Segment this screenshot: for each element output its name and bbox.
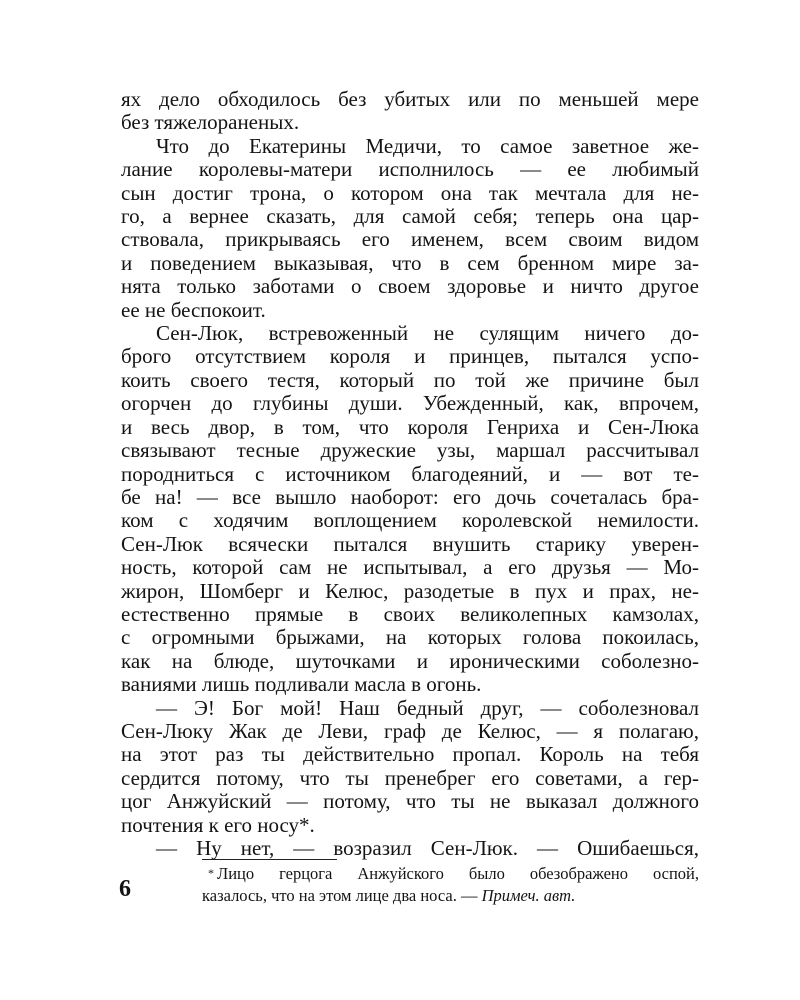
text-line: породниться с источником благодеяний, и — вот те- [121,461,699,486]
text-line: сын достиг трона, о котором она так мечтала для не- [121,180,699,205]
text-line: лание королевы-матери исполнилось — ее любимый [121,157,699,182]
text-line: Сен-Люку Жак де Леви, граф де Келюс, — я полагаю, [121,718,699,743]
footnote-divider [202,859,337,860]
text-line: ствовала, прикрываясь его именем, всем своим видом [121,227,699,252]
text-line: ком с ходячим воплощением королевской немилости. [121,508,699,533]
text-line: Что до Екатерины Медичи, то самое заветное же- [156,133,699,158]
footnote-text: казалось, что на этом лице два носа. — [202,886,482,905]
text-line: ее не беспокоит. [121,297,266,322]
text-line: бе на! — все вышло наоборот: его дочь сочеталась бра- [121,484,699,509]
text-line: сердится потому, что ты пренебрег его советами, а гер- [121,765,699,790]
footnote [202,863,699,907]
text-line: нята только заботами о своем здоровье и ничто другое [121,274,699,299]
text-line: и весь двор, в том, что короля Генриха и Сен-Люка [121,414,699,439]
text-line: — Э! Бог мой! Наш бедный друг, — соболезновал [156,695,699,720]
footnote-line [202,885,699,907]
footnote-mark: * [208,866,214,880]
page-number: 6 [119,876,131,902]
text-line: цог Анжуйский — потому, что ты не выказал должного [121,789,699,814]
text-line: — Ну нет, — возразил Сен-Люк. — Ошибаешься, [156,836,699,860]
text-line: как на блюде, шуточками и ироническими соболезно- [121,648,699,673]
text-line: с огромными брыжами, на которых голова покоилась, [121,625,699,650]
text-line: брого отсутствием короля и принцев, пытался успо- [121,344,699,369]
footnote-text: Лицо герцога Анжуйского было обезображено оспой, [217,864,699,883]
text-line: и поведением выказывая, что в сем бренном мире за- [121,250,699,275]
text-line: на этот раз ты действительно пропал. Король на тебя [121,742,699,767]
text-line: коить своего тестя, который по той же причине был [121,367,699,392]
text-line: го, а вернее сказать, для самой себя; теперь она цар- [121,204,699,229]
text-line: Сен-Люк, встревоженный не сулящим ничего до- [156,321,699,346]
text-line: Сен-Люк всячески пытался внушить старику уверен- [121,531,699,556]
text-line: ность, которой сам не испытывал, а его друзья — Мо- [121,555,699,580]
footnote-line [202,863,699,885]
text-line: огорчен до глубины души. Убежденный, как, впрочем, [121,391,699,416]
text-line: естественно прямые в своих великолепных камзолах, [121,601,699,626]
footnote-attribution: Примеч. авт. [481,886,576,905]
text-line: ваниями лишь подливали масла в огонь. [121,672,482,697]
body-text [121,88,699,860]
text-line: ях дело обходилось без убитых или по меньшей мере [121,87,699,111]
text-line: без тяжелораненых. [121,110,300,135]
text-line: почтения к его носу*. [121,812,315,837]
text-line: связывают тесные дружеские узы, маршал рассчитывал [121,438,699,463]
text-line: жирон, Шомберг и Келюс, разодетые в пух и прах, не- [121,578,699,603]
